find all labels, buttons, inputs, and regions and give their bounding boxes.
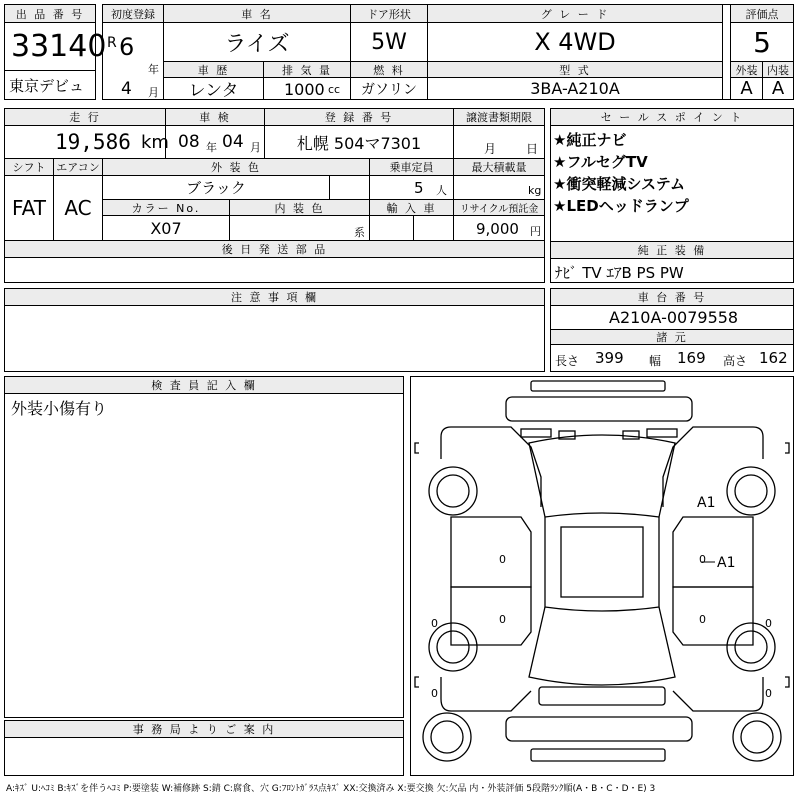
- model-label: 型 式: [427, 61, 723, 78]
- mileage-label: 走 行: [4, 108, 166, 126]
- history-label: 車 歴: [163, 61, 264, 78]
- inspection-cell: [165, 125, 265, 159]
- max-load-cell: [453, 175, 545, 200]
- car-name-label: 車 名: [163, 4, 351, 23]
- transfer-day-unit: 日: [526, 142, 539, 156]
- length-label: 長さ: [555, 354, 580, 368]
- car-diagram: [410, 376, 794, 776]
- length: 399: [595, 349, 624, 367]
- displacement-unit: cc: [328, 83, 341, 96]
- max-load-label: 最大積載量: [453, 158, 545, 176]
- shift: FAT: [4, 175, 54, 241]
- dims-label: 諸 元: [550, 329, 794, 345]
- zero-mark: 0: [699, 613, 706, 626]
- office-label: 事 務 局 よ り ご 案 内: [4, 720, 404, 738]
- zero-mark: 0: [499, 553, 506, 566]
- color-no-label: カラー No.: [102, 199, 230, 216]
- venue: 東京デビュ: [9, 77, 85, 95]
- transfer-label: 譲渡書類期限: [453, 108, 545, 126]
- legend: A:ｷｽﾞ U:ﾍｺﾐ B:ｷｽﾞを伴うﾍｺﾐ P:要塗装 W:補修跡 S:錆 C:腐食、穴 G:ﾌﾛﾝﾄｶﾞﾗｽ点ｷｽﾞ XX:交換済み X:要交換 欠:欠品 内・外装評価 5段階ﾗﾝｸ順(A・B・C・D・E) 3: [6, 784, 656, 794]
- int-color-cell: [229, 215, 370, 241]
- max-load-unit: kg: [528, 184, 542, 197]
- chassis-box: [550, 288, 794, 372]
- grade: X 4WD: [427, 22, 723, 62]
- zero-mark: 0: [765, 617, 772, 630]
- era: R: [107, 35, 117, 51]
- reg-month: 4: [121, 79, 132, 99]
- import-label: 輸 入 車: [369, 199, 454, 216]
- displacement-label: 排 気 量: [263, 61, 351, 78]
- sales-box: [550, 108, 794, 242]
- zero-mark: 0: [699, 553, 706, 566]
- lot-number: 33140: [11, 29, 107, 64]
- sales-point: ★純正ナビ: [553, 131, 627, 149]
- score: 5: [730, 22, 794, 62]
- zero-mark: 0: [431, 687, 438, 700]
- int-color-label: 内 装 色: [229, 199, 370, 216]
- recycle-unit: 円: [530, 225, 541, 238]
- sales-point: ★フルセグTV: [553, 153, 648, 171]
- reg-year: 6: [119, 33, 135, 61]
- capacity: 5: [414, 179, 424, 197]
- import-cell: [369, 215, 414, 241]
- first-reg-cell: [102, 22, 164, 100]
- zero-mark: 0: [499, 613, 506, 626]
- genuine-box: [550, 241, 794, 283]
- recycle-label: リサイクル預託金: [453, 199, 545, 216]
- exterior-grade: A: [730, 77, 763, 100]
- later-parts-label: 後 日 発 送 部 品: [4, 240, 545, 258]
- inspector-box: [4, 376, 404, 718]
- fuel-label: 燃 料: [350, 61, 428, 78]
- zero-mark: 0: [431, 617, 438, 630]
- damage-mark: A1: [717, 555, 736, 571]
- reg-month-unit: 月: [148, 86, 159, 99]
- height: 162: [759, 349, 788, 367]
- first-reg-label: 初度登録: [102, 4, 164, 23]
- displacement-cell: [263, 77, 351, 100]
- sales-point: ★衝突軽減システム: [553, 175, 685, 193]
- lot-label: 出 品 番 号: [4, 4, 96, 23]
- mileage-cell: [4, 125, 169, 159]
- inspector-comment: 外装小傷有り: [11, 399, 108, 418]
- plate: 札幌 504マ7301: [264, 125, 454, 159]
- doors-label: ドア形状: [350, 4, 428, 23]
- doors: 5W: [350, 22, 428, 62]
- history: レンタ: [163, 77, 264, 100]
- inspection-month-unit: 月: [250, 141, 261, 154]
- height-label: 高さ: [723, 354, 748, 368]
- exterior-grade-label: 外装: [730, 61, 763, 78]
- recycle: 9,000: [476, 220, 519, 238]
- mileage: 19,586: [55, 130, 131, 154]
- ac-label: エアコン: [53, 158, 103, 176]
- capacity-unit: 人: [436, 184, 447, 197]
- plate-label: 登 録 番 号: [264, 108, 454, 126]
- displacement: 1000: [284, 80, 325, 99]
- zero-mark: 0: [765, 687, 772, 700]
- transfer-cell: [453, 125, 545, 159]
- inspector-label: 検 査 員 記 入 欄: [4, 376, 404, 394]
- score-label: 評価点: [730, 4, 794, 23]
- transfer-month-unit: 月: [484, 142, 497, 156]
- sales-point: ★LEDヘッドランプ: [553, 197, 689, 215]
- int-color-unit: 系: [354, 226, 365, 239]
- ext-color-label: 外 装 色: [102, 158, 370, 176]
- office-box: [4, 720, 404, 776]
- fuel: ガソリン: [350, 77, 428, 100]
- width: 169: [677, 349, 706, 367]
- grade-label: グ レ ー ド: [427, 4, 723, 23]
- notes-box: [4, 288, 545, 372]
- mileage-unit: km: [141, 132, 169, 153]
- model: 3BA-A210A: [427, 77, 723, 100]
- inspection-label: 車 検: [165, 108, 265, 126]
- reg-year-unit: 年: [148, 63, 159, 76]
- genuine-label: 純 正 装 備: [550, 241, 794, 259]
- width-label: 幅: [649, 354, 662, 368]
- color-no: X07: [102, 215, 230, 241]
- inspection-month: 04: [222, 132, 244, 152]
- shift-label: シフト: [4, 158, 54, 176]
- recycle-cell: [453, 215, 545, 241]
- damage-mark: A1: [697, 495, 716, 511]
- ext-color: ブラック: [102, 175, 330, 200]
- chassis-number: A210A-0079558: [609, 308, 739, 327]
- genuine-equipment: ﾅﾋﾞ TV ｴｱB PS PW: [555, 264, 684, 282]
- car-outline: [411, 377, 793, 775]
- interior-grade: A: [762, 77, 794, 100]
- lot-box: [4, 4, 107, 100]
- capacity-label: 乗車定員: [369, 158, 454, 176]
- car-name: ライズ: [163, 22, 351, 62]
- notes-label: 注 意 事 項 欄: [4, 288, 545, 306]
- ac: AC: [53, 175, 103, 241]
- sales-label: セ ー ル ス ポ イ ン ト: [550, 108, 794, 126]
- interior-grade-label: 内装: [762, 61, 794, 78]
- capacity-cell: [369, 175, 454, 200]
- chassis-label: 車 台 番 号: [550, 288, 794, 306]
- inspection-year-unit: 年: [206, 141, 217, 154]
- inspection-year: 08: [178, 132, 200, 152]
